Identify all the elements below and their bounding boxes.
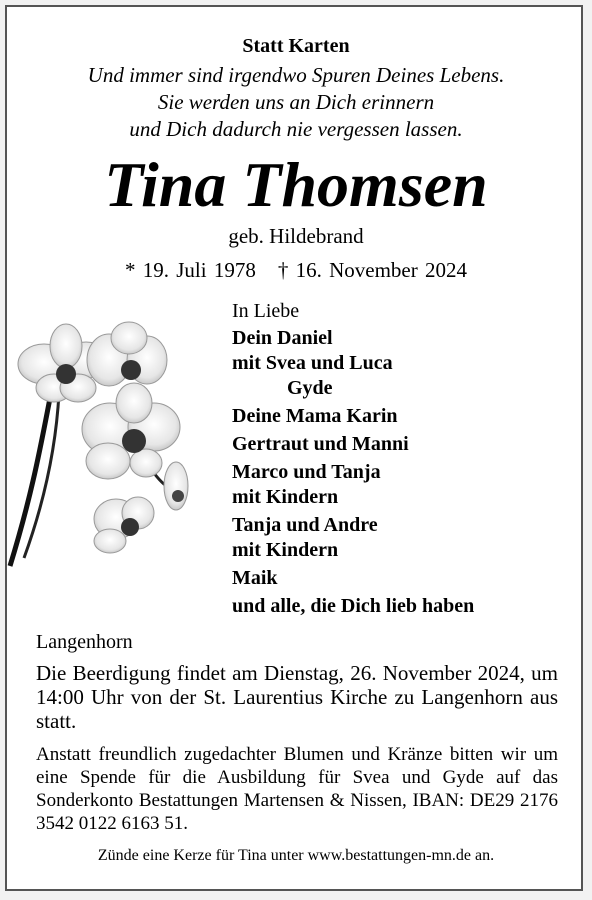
death-date: † 16. November 2024: [277, 258, 467, 282]
mourner-line: Deine Mama Karin: [232, 405, 398, 427]
deceased-name: Tina Thomsen: [104, 149, 488, 220]
mourner-line: mit Kindern: [232, 539, 339, 561]
heading: Statt Karten: [242, 35, 350, 57]
mourner-line: mit Kindern: [232, 486, 339, 508]
mourner-line: Tanja und Andre: [232, 514, 378, 536]
life-dates: [0, 258, 592, 283]
funeral-text: Die Beerdigung findet am Dienstag, 26. November 2024, um 14:00 Uhr von der St. Laurentius Kirche zu Langenhorn aus statt.: [36, 661, 558, 733]
mourners-list: [232, 298, 572, 619]
mourners-intro: In Liebe: [232, 300, 300, 322]
footer-text: Zünde eine Kerze für Tina unter www.bestattungen-mn.de an.: [97, 847, 495, 864]
poem-line: Sie werden uns an Dich erinnern: [157, 90, 435, 114]
mourner-line: Dein Daniel: [232, 327, 333, 349]
mourner-line: Marco und Tanja: [232, 461, 381, 483]
donation-text: Anstatt freundlich zugedachter Blumen und Kränze bitten wir um eine Spende für die Ausbildung für Svea und Gyde auf das Sonderkonto Bestattungen Martensen & Nissen, IBAN: DE29 2176 3542 0122 6163 51.: [36, 744, 558, 834]
maiden-name: geb. Hildebrand: [228, 224, 364, 248]
orchid-flower-icon: [4, 318, 214, 570]
mourner-line: Maik: [232, 567, 278, 589]
poem-line: Und immer sind irgendwo Spuren Deines Lebens.: [87, 63, 505, 87]
mourner-line: und alle, die Dich lieb haben: [232, 595, 475, 617]
place: Langenhorn: [36, 631, 133, 653]
poem: [0, 62, 592, 143]
mourner-line: Gertraut und Manni: [232, 433, 409, 455]
birth-date: * 19. Juli 1978: [125, 258, 256, 282]
mourner-line: mit Svea und Luca: [232, 352, 393, 374]
poem-line: und Dich dadurch nie vergessen lassen.: [129, 117, 463, 141]
mourner-line: Gyde: [287, 377, 333, 399]
